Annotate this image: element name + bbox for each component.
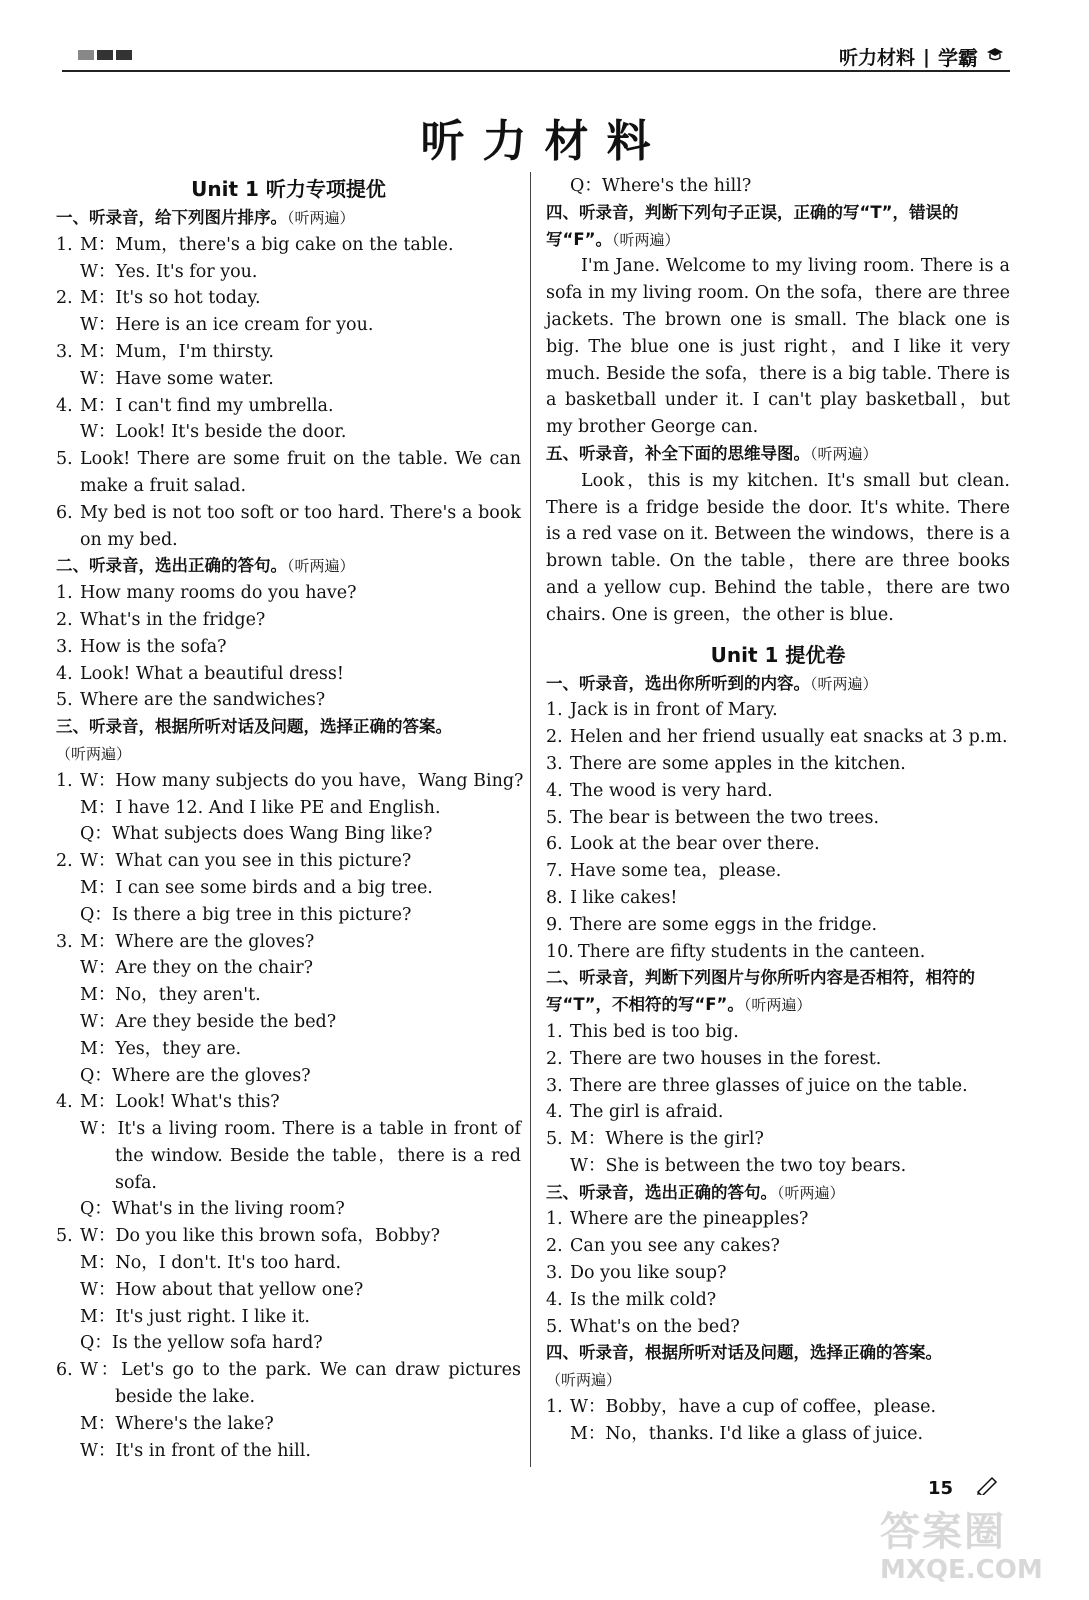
dialog-line: M：No，they aren't.: [80, 985, 261, 1006]
section-heading: 一、听录音，选出你所听到的内容。（听两遍）: [546, 673, 878, 693]
header-separator: |: [923, 45, 930, 68]
section-heading: 二、听录音，选出正确的答句。（听两遍）: [56, 556, 355, 576]
column-divider: [530, 172, 531, 1467]
header-section-label: 听力材料: [839, 47, 916, 69]
list-item: 2. Helen and her friend usually eat snacks at 3 p.m.: [546, 727, 1008, 748]
list-item: 5. W：Do you like this brown sofa，Bobby?: [56, 1226, 440, 1247]
list-item: 5. The bear is between the two trees.: [546, 807, 880, 828]
page-number: 15: [928, 1478, 954, 1499]
dialog-line: Q：Where's the hill?: [570, 176, 752, 196]
listening-passage: Look，this is my kitchen. It's small but clean. There is a fridge beside the door. It's white. There is a red vase on it. Between the windows，there is a brown table. On the table，there are three books and a yellow cup. Behind the table，there are two chairs. One is green，the other is blue.: [546, 470, 1010, 625]
list-item: 9. There are some eggs in the fridge.: [546, 914, 878, 935]
list-item: 2. There are two houses in the forest.: [546, 1048, 882, 1069]
list-item: 1. W：Bobby，have a cup of coffee，please.: [546, 1397, 937, 1418]
list-item: 1. This bed is too big.: [546, 1021, 739, 1042]
pencil-icon: [975, 1475, 999, 1499]
right-column: [546, 173, 1010, 1448]
dialog-line: W：It's a living room. There is a table in front of the window. Beside the table，there is a red sofa.: [80, 1119, 521, 1193]
dialog-line: M：I have 12. And I like PE and English.: [80, 797, 441, 818]
list-item: 1. W：How many subjects do you have，Wang Bing?: [56, 770, 524, 791]
dialog-line: M：I can see some birds and a big tree.: [80, 877, 433, 898]
dialog-line: Q：Is the yellow sofa hard?: [80, 1333, 323, 1354]
dialog-line: W：Are they on the chair?: [80, 958, 313, 979]
list-item: 1. How many rooms do you have?: [56, 583, 357, 604]
list-item: 1. Jack is in front of Mary.: [546, 700, 778, 721]
header-right: [839, 42, 1004, 71]
list-item: 3. M：Where are the gloves?: [56, 931, 315, 952]
list-item: 6. My bed is not too soft or too hard. There's a book on my bed.: [56, 502, 521, 550]
dialog-line: Q：Where are the gloves?: [80, 1065, 311, 1086]
section-heading: 四、听录音，根据所听对话及问题，选择正确的答案。 （听两遍）: [546, 1343, 942, 1390]
list-item: 4. Look! What a beautiful dress!: [56, 663, 344, 684]
list-item: 3. There are some apples in the kitchen.: [546, 753, 906, 774]
dialog-line: M：No，I don't. It's too hard.: [80, 1253, 342, 1274]
list-item: 2. M：It's so hot today.: [56, 288, 261, 309]
list-item: 3. Do you like soup?: [546, 1263, 727, 1284]
dialog-line: W：It's in front of the hill.: [80, 1440, 311, 1461]
page-header: [62, 40, 1010, 72]
list-item: 5. Look! There are some fruit on the table. We can make a fruit salad.: [56, 449, 521, 496]
dialog-line: W：How about that yellow one?: [80, 1279, 364, 1300]
dialog-line: Q：What's in the living room?: [80, 1199, 345, 1220]
dialog-line: W：Have some water.: [80, 368, 274, 389]
dialog-line: M：Where's the lake?: [80, 1413, 274, 1434]
list-item: 6. Look at the bear over there.: [546, 834, 820, 855]
list-item: 5. M：Where is the girl?: [546, 1129, 764, 1150]
dialog-line: W：Are they beside the bed?: [80, 1011, 337, 1032]
dialog-line: W：Yes. It's for you.: [80, 261, 258, 282]
list-item: 4. M：Look! What's this?: [56, 1092, 280, 1113]
list-item: 3. How is the sofa?: [56, 636, 227, 657]
list-item: 1. Where are the pineapples?: [546, 1209, 809, 1230]
watermark: 答案圈 MXQE.COM: [880, 1509, 1043, 1585]
section-heading: 二、听录音，判断下列图片与你所听内容是否相符，相符的写“T”，不相符的写“F”。（听两遍）: [546, 968, 975, 1015]
dialog-line: W：Look! It's beside the door.: [80, 422, 347, 443]
left-column: [56, 173, 524, 1464]
dialog-line: M：No，thanks. I'd like a glass of juice.: [570, 1423, 924, 1444]
dialog-line: W：She is between the two toy bears.: [570, 1155, 907, 1176]
dialog-line: Q：What subjects does Wang Bing like?: [80, 824, 433, 845]
list-item: 7. Have some tea，please.: [546, 861, 782, 882]
list-item: 10. There are fifty students in the canteen.: [546, 941, 926, 962]
list-item: 2. W：What can you see in this picture?: [56, 851, 412, 872]
list-item: 5. Where are the sandwiches?: [56, 690, 326, 711]
dialog-line: Q：Is there a big tree in this picture?: [80, 904, 412, 925]
unit-title-right: Unit 1 提优卷: [710, 642, 846, 667]
list-item: 1. M：Mum，there's a big cake on the table.: [56, 234, 454, 255]
page-title: 听力材料: [420, 116, 669, 167]
section-heading: 一、听录音，给下列图片排序。（听两遍）: [56, 208, 355, 227]
graduation-cap-icon: [986, 47, 1004, 67]
brand-logo: 学霸: [938, 46, 978, 70]
dialog-line: M：Yes，they are.: [80, 1038, 242, 1059]
list-item: 6. W：Let's go to the park. We can draw pictures beside the lake.: [56, 1360, 521, 1408]
list-item: 8. I like cakes!: [546, 887, 678, 908]
section-heading: 三、听录音，选出正确的答句。（听两遍）: [546, 1182, 845, 1202]
header-decoration: [78, 50, 132, 60]
list-item: 3. There are three glasses of juice on the table.: [546, 1075, 968, 1096]
list-item: 2. What's in the fridge?: [56, 609, 266, 630]
section-heading: 三、听录音，根据所听对话及问题，选择正确的答案。 （听两遍）: [56, 717, 452, 763]
dialog-line: M：It's just right. I like it.: [80, 1306, 310, 1327]
dialog-line: W：Here is an ice cream for you.: [80, 315, 374, 336]
list-item: 2. Can you see any cakes?: [546, 1236, 780, 1257]
list-item: 5. What's on the bed?: [546, 1316, 740, 1337]
section-heading: 四、听录音，判断下列句子正误，正确的写“T”，错误的写“F”。（听两遍）: [546, 202, 959, 249]
list-item: 3. M：Mum，I'm thirsty.: [56, 341, 274, 362]
listening-passage: I'm Jane. Welcome to my living room. There is a sofa in my living room. On the sofa，there are three jackets. The brown one is small. The black one is big. The blue one is just right，and I like it very much. Beside the sofa，there is a big table. There is a basketball under it. I can't play basketball，but my brother George can.: [546, 256, 1010, 438]
list-item: 4. Is the milk cold?: [546, 1289, 717, 1310]
list-item: 4. The girl is afraid.: [546, 1102, 724, 1123]
list-item: 4. The wood is very hard.: [546, 780, 773, 801]
unit-title-left: Unit 1 听力专项提优: [191, 177, 386, 201]
section-heading: 五、听录音，补全下面的思维导图。（听两遍）: [546, 443, 878, 463]
list-item: 4. M：I can't find my umbrella.: [56, 395, 334, 416]
